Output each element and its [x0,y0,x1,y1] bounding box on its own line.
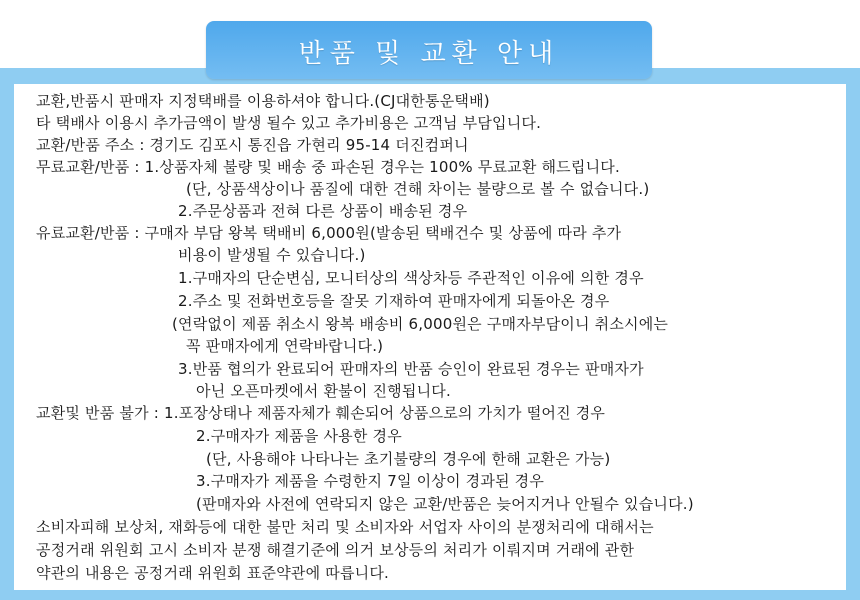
notice-line: 비용이 발생될 수 있습니다.) [178,246,366,264]
notice-line: 유료교환/반품 : 구매자 부담 왕복 택배비 6,000원(발송된 택배건수 및 상품에 따라 추가 [36,224,622,242]
notice-line: 1.구매자의 단순변심, 모니터상의 색상차등 주관적인 이유에 의한 경우 [178,269,644,287]
notice-line: (연락없이 제품 취소시 왕복 배송비 6,000원은 구매자부담이니 취소시에는 [172,315,669,333]
notice-line: 교환,반품시 판매자 지정택배를 이용하셔야 합니다.(CJ대한통운택배) [36,92,490,110]
notice-line: 공정거래 위원회 고시 소비자 분쟁 해결기준에 의거 보상등의 처리가 이뤄지며 거래에 관한 [36,541,635,559]
notice-line: 교환/반품 주소 : 경기도 김포시 통진읍 가현리 95-14 더진컴퍼니 [36,136,469,154]
notice-line: 아닌 오픈마켓에서 환불이 진행됩니다. [196,382,451,400]
notice-line: 꼭 판매자에게 연락바랍니다.) [186,337,384,355]
page-title: 반품 및 교환 안내 [298,39,560,69]
notice-line: 교환및 반품 불가 : 1.포장상태나 제품자체가 훼손되어 상품으로의 가치가 떨어진 경우 [36,404,606,422]
notice-line: 소비자피해 보상처, 재화등에 대한 불만 처리 및 소비자와 서업자 사이의 분쟁처리에 대해서는 [36,518,654,536]
notice-line: 2.주소 및 전화번호등을 잘못 기재하여 판매자에게 되돌아온 경우 [178,292,610,310]
notice-line: (판매자와 사전에 연락되지 않은 교환/반품은 늦어지거나 안될수 있습니다.) [196,495,694,513]
notice-line: (단, 상품색상이나 품질에 대한 견해 차이는 불량으로 볼 수 없습니다.) [186,180,650,198]
notice-line: 3.반품 협의가 완료되어 판매자의 반품 승인이 완료된 경우는 판매자가 [178,360,644,378]
notice-line: 3.구매자가 제품을 수령한지 7일 이상이 경과된 경우 [196,472,545,490]
notice-line: (단, 사용해야 나타나는 초기불량의 경우에 한해 교환은 가능) [206,450,611,468]
notice-line: 2.주문상품과 전혀 다른 상품이 배송된 경우 [178,202,468,220]
notice-line: 약관의 내용은 공정거래 위원회 표준약관에 따릅니다. [36,564,389,582]
notice-line: 2.구매자가 제품을 사용한 경우 [196,427,402,445]
notice-line: 타 택배사 이용시 추가금액이 발생 될수 있고 추가비용은 고객님 부담입니다. [36,114,542,132]
notice-line: 무료교환/반품 : 1.상품자체 불량 및 배송 중 파손된 경우는 100% 무료교환 해드립니다. [36,158,620,176]
title-banner [206,21,652,79]
